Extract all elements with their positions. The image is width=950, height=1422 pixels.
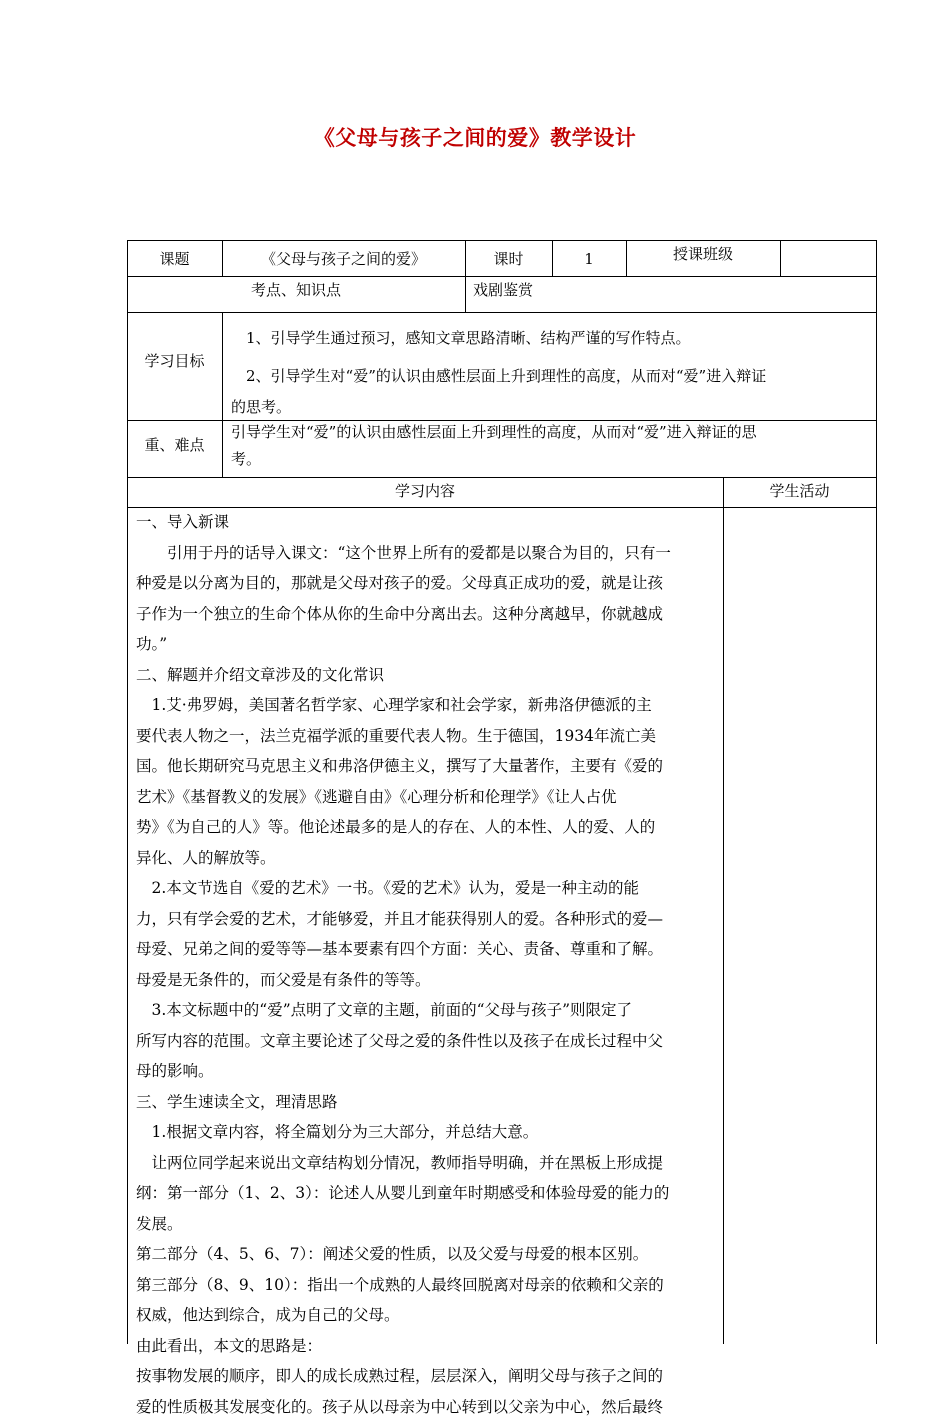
goal-1: 1、引导学生通过预习，感知文章思路清晰、结构严谨的写作特点。	[246, 328, 691, 348]
content-line: 母爱、兄弟之间的爱等等—基本要素有四个方面：关心、责备、尊重和了解。	[136, 934, 721, 965]
points-value: 戏剧鉴赏	[473, 280, 533, 300]
content-line: 子作为一个独立的生命个体从你的生命中分离出去。这种分离越早，你就越成	[136, 599, 721, 630]
content-line: 所写内容的范围。文章主要论述了父母之爱的条件性以及孩子在成长过程中父	[136, 1026, 721, 1057]
content-line: 种爱是以分离为目的，那就是父母对孩子的爱。父母真正成功的爱，就是让孩	[136, 568, 721, 599]
table-border	[876, 240, 877, 1344]
class-label: 授课班级	[626, 244, 780, 264]
content-line: 异化、人的解放等。	[136, 843, 721, 874]
content-line: 3.本文标题中的“爱”点明了文章的主题，前面的“父母与孩子”则限定了	[136, 995, 721, 1026]
content-line: 艺术》《基督教义的发展》《逃避自由》《心理分析和伦理学》《让人占优	[136, 782, 721, 813]
goals-label: 学习目标	[127, 351, 222, 371]
content-line: 第三部分（8、9、10）：指出一个成熟的人最终回脱离对母亲的依赖和父亲的	[136, 1270, 721, 1301]
table-border	[222, 312, 223, 477]
content-line: 势》《为自己的人》等。他论述最多的是人的存在、人的本性、人的爱、人的	[136, 812, 721, 843]
content-line: 一、导入新课	[136, 507, 721, 538]
table-border	[127, 276, 877, 277]
content-header: 学习内容	[127, 481, 723, 501]
content-line: 1.艾·弗罗姆，美国著名哲学家、心理学家和社会学家，新弗洛伊德派的主	[136, 690, 721, 721]
table-border	[127, 240, 128, 1344]
content-line: 纲：第一部分（1、2、3）：论述人从婴儿到童年时期感受和体验母爱的能力的	[136, 1178, 721, 1209]
hours-label: 课时	[465, 249, 552, 269]
topic-label: 课题	[127, 249, 222, 269]
focus-label: 重、难点	[127, 435, 222, 455]
table-border	[127, 240, 877, 241]
activity-header: 学生活动	[723, 481, 876, 501]
points-label: 考点、知识点	[127, 280, 465, 300]
content-line: 2.本文节选自《爱的艺术》一书。《爱的艺术》认为，爱是一种主动的能	[136, 873, 721, 904]
content-line: 1.根据文章内容，将全篇划分为三大部分，并总结大意。	[136, 1117, 721, 1148]
content-line: 让两位同学起来说出文章结构划分情况，教师指导明确，并在黑板上形成提	[136, 1148, 721, 1179]
focus-line-1: 引导学生对“爱”的认识由感性层面上升到理性的高度，从而对“爱”进入辩证的思	[231, 422, 757, 442]
content-line: 按事物发展的顺序，即人的成长成熟过程，层层深入，阐明父母与孩子之间的	[136, 1361, 721, 1392]
content-line: 三、学生速读全文，理清思路	[136, 1087, 721, 1118]
table-border	[780, 240, 781, 276]
content-line: 引用于丹的话导入课文：“这个世界上所有的爱都是以聚合为目的，只有一	[136, 538, 721, 569]
content-line: 要代表人物之一，法兰克福学派的重要代表人物。生于德国，1934年流亡美	[136, 721, 721, 752]
topic-value: 《父母与孩子之间的爱》	[222, 249, 465, 269]
table-border	[723, 477, 724, 1344]
content-line: 第二部分（4、5、6、7）：阐述父爱的性质，以及父爱与母爱的根本区别。	[136, 1239, 721, 1270]
content-line: 爱的性质极其发展变化的。孩子从以母亲为中心转到以父亲为中心，然后最终	[136, 1392, 721, 1422]
table-border	[127, 420, 877, 421]
table-border	[127, 312, 877, 313]
content-line: 力，只有学会爱的艺术，才能够爱，并且才能获得别人的爱。各种形式的爱—	[136, 904, 721, 935]
hours-value: 1	[552, 249, 626, 269]
goal-2-line-1: 2、引导学生对“爱”的认识由感性层面上升到理性的高度，从而对“爱”进入辩证	[246, 366, 766, 386]
content-line: 功。”	[136, 629, 721, 660]
content-line: 权威，他达到综合，成为自己的父母。	[136, 1300, 721, 1331]
table-border	[127, 477, 877, 478]
content-line: 由此看出，本文的思路是：	[136, 1331, 721, 1362]
content-line: 母的影响。	[136, 1056, 721, 1087]
focus-line-2: 考。	[231, 449, 261, 469]
learning-content	[136, 507, 721, 1422]
content-line: 发展。	[136, 1209, 721, 1240]
goal-2-line-2: 的思考。	[231, 397, 291, 417]
content-line: 国。他长期研究马克思主义和弗洛伊德主义，撰写了大量著作，主要有《爱的	[136, 751, 721, 782]
content-line: 二、解题并介绍文章涉及的文化常识	[136, 660, 721, 691]
content-line: 母爱是无条件的，而父爱是有条件的等等。	[136, 965, 721, 996]
document-title: 《父母与孩子之间的爱》教学设计	[0, 122, 950, 152]
